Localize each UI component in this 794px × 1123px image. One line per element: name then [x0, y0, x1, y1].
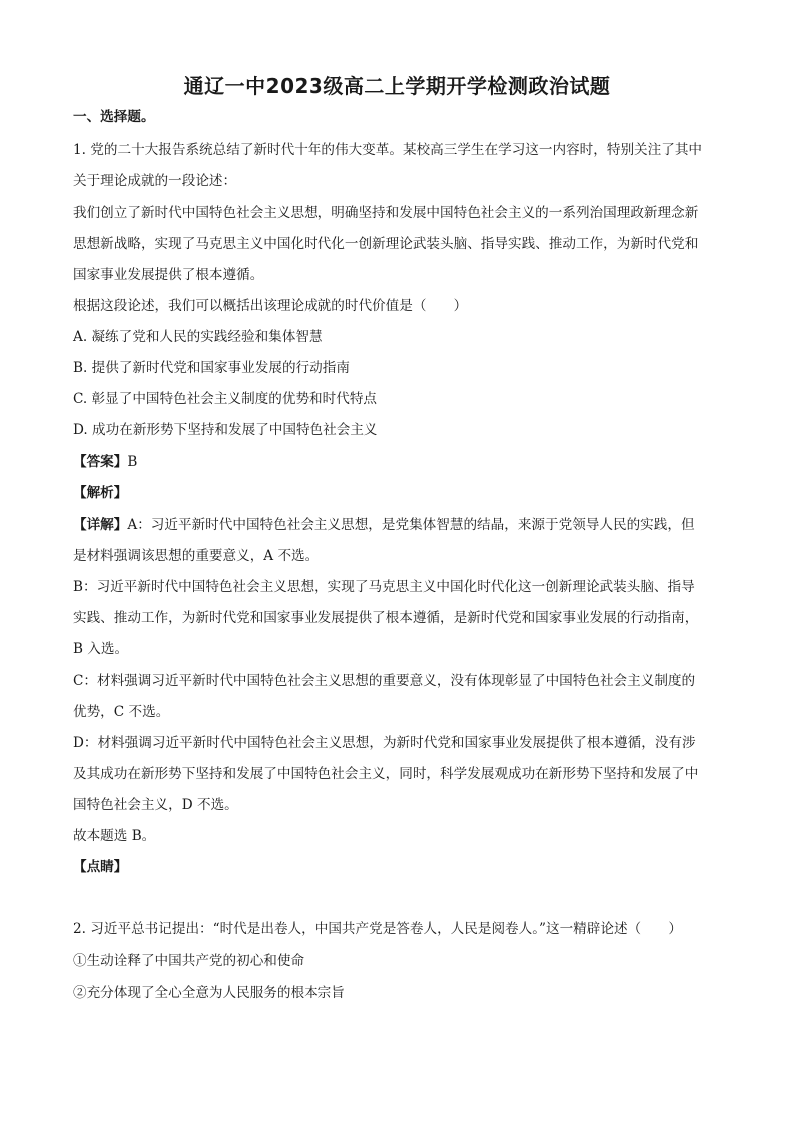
- page-title: 通辽一中2023级高二上学期开学检测政治试题: [183, 74, 611, 98]
- q1-conclusion: 故本题选 B。: [73, 828, 156, 844]
- answer-value: B: [127, 454, 138, 470]
- detail-d-line-3: 国特色社会主义，D 不选。: [73, 797, 238, 813]
- q1-option-d: D. 成功在新形势下坚持和发展了中国特色社会主义: [73, 422, 378, 438]
- detail-d-line-2: 及其成功在新形势下坚持和发展了中国特色社会主义，同时，科学发展观成功在新形势下坚持和发展了中: [73, 766, 699, 782]
- detail-c-line-2: 优势，C 不选。: [73, 704, 170, 720]
- q1-answer: [73, 452, 733, 472]
- q1-stem-line-2: 关于理论成就的一段论述：: [73, 173, 237, 189]
- q2-item-1: ①生动诠释了中国共产党的初心和使命: [73, 953, 305, 969]
- q1-quote-line-1: 我们创立了新时代中国特色社会主义思想，明确坚持和发展中国特色社会主义的一系列治国理政新理念新: [73, 205, 699, 221]
- q1-quote-line-3: 国家事业发展提供了根本遵循。: [73, 267, 264, 283]
- analysis-tag: 【解析】: [73, 485, 128, 501]
- q1-option-c: C. 彰显了中国特色社会主义制度的优势和时代特点: [73, 391, 378, 407]
- detail-a-line-2: 是材料强调该思想的重要意义，A 不选。: [73, 548, 319, 564]
- detail-c-line-1: C：材料强调习近平新时代中国特色社会主义思想的重要意义，没有体现彰显了中国特色社会主义制度的: [73, 673, 696, 689]
- detail-a-line-1: [73, 515, 733, 535]
- q1-quote-line-2: 思想新战略，实现了马克思主义中国化时代化一创新理论武装头脑、指导实践、推动工作，为新时代党和: [73, 236, 699, 252]
- detail-b-line-1: B：习近平新时代中国特色社会主义思想，实现了马克思主义中国化时代化这一创新理论武装头脑、指导: [73, 579, 695, 595]
- section-heading: 一、选择题。: [73, 109, 155, 125]
- q2-stem: 2. 习近平总书记提出：“时代是出卷人，中国共产党是答卷人，人民是阅卷人。”这一精辟论述（ ）: [73, 921, 682, 937]
- q1-stem-line-1: 1. 党的二十大报告系统总结了新时代十年的伟大变革。某校高三学生在学习这一内容时，特别关注了其中: [73, 142, 703, 158]
- point-tag: 【点睛】: [73, 859, 128, 875]
- q2-item-2: ②充分体现了全心全意为人民服务的根本宗旨: [73, 985, 345, 1001]
- q1-option-b: B. 提供了新时代党和国家事业发展的行动指南: [73, 360, 350, 376]
- detail-b-line-2: 实践、推动工作，为新时代党和国家事业发展提供了根本遵循，是新时代党和国家事业发展的行动指南，: [73, 610, 699, 626]
- detail-d-line-1: D：材料强调习近平新时代中国特色社会主义思想，为新时代党和国家事业发展提供了根本遵循，没有涉: [73, 735, 696, 751]
- detail-b-line-3: B 入选。: [73, 641, 129, 657]
- q1-option-a: A. 凝练了党和人民的实践经验和集体智慧: [73, 329, 323, 345]
- answer-tag: 【答案】: [73, 454, 128, 470]
- q1-question: 根据这段论述，我们可以概括出该理论成就的时代价值是（ ）: [73, 298, 468, 314]
- detail-tag: 【详解】: [73, 517, 128, 533]
- detail-a-text: A：习近平新时代中国特色社会主义思想，是党集体智慧的结晶，来源于党领导人民的实践，但: [127, 517, 695, 533]
